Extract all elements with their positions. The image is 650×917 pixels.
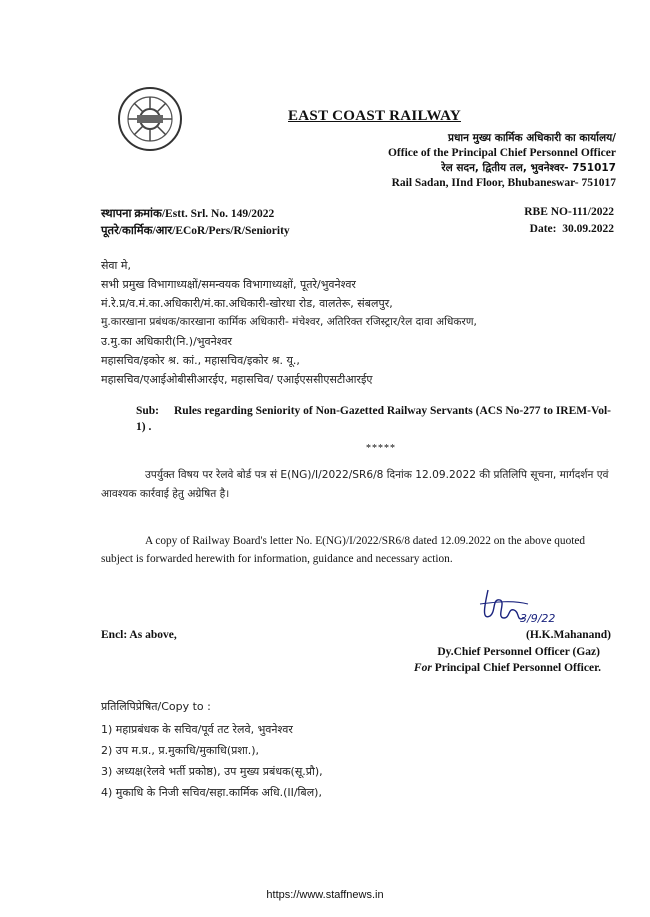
railway-logo [117,86,183,152]
copy-to-heading: प्रतिलिपिप्रेषित/Copy to : [101,700,211,713]
signature-date-text: 3/9/22 [520,612,556,625]
file-number: पूतरे/कार्मिक/आर/ECoR/Pers/R/Seniority [101,225,290,237]
org-title: EAST COAST RAILWAY [288,108,461,124]
address-hindi: रेल सदन, द्वितीय तल, भुवनेश्वर- 751017 [441,162,616,174]
signatory-name: (H.K.Mahanand) [526,629,611,641]
address-english: Rail Sadan, IInd Floor, Bhubaneswar- 751017 [391,177,616,189]
addressee-line: महासचिव/इकोर श्र. कां., महासचिव/इकोर श्र. यू., [101,354,300,367]
signatory-for-line [414,662,601,674]
estt-number: स्थापना क्रमांक/Estt. Srl. No. 149/2022 [101,208,275,220]
subject-label: Sub: [136,405,160,417]
copy-to-item: 4) मुकाधि के निजी सचिव/सहा.कार्मिक अधि.(II/बिल), [101,786,322,799]
addressee-line: महासचिव/एआईओबीसीआरईए, महासचिव/ एआईएससीएसटीआरईए [101,373,373,386]
footer-url[interactable]: https://www.staffnews.in [266,889,384,901]
for-prefix: For [413,662,432,674]
subject-block [136,403,616,435]
signatory-designation: Dy.Chief Personnel Officer (Gaz) [437,646,600,658]
addressee-line: सेवा मे, [101,259,131,272]
letter-date: Date: 30.09.2022 [529,223,614,235]
enclosure: Encl: As above, [101,629,177,641]
separator: ***** [366,443,396,454]
rbe-number: RBE NO-111/2022 [524,206,614,218]
subject-text: Rules regarding Seniority of Non-Gazetted Railway Servants (ACS No-277 to IREM-Vol-1) . [136,405,611,433]
copy-to-item: 1) महाप्रबंधक के सचिव/पूर्व तट रेलवे, भुवनेश्वर [101,723,293,736]
office-hindi: प्रधान मुख्य कार्मिक अधिकारी का कार्यालय/ [447,132,616,144]
addressee-line: मु.कारखाना प्रबंधक/कारखाना कार्मिक अधिकारी- मंचेश्वर, अतिरिक्त रजिस्ट्रार/रेल दावा अधिकरण, [101,316,477,328]
addressee-line: उ.मु.का अधिकारी(नि.)/भुवनेश्वर [101,335,233,348]
addressee-line: सभी प्रमुख विभागाध्यक्षों/समन्वयक विभागाध्यक्षों, पूतरे/भुवनेश्वर [101,278,356,291]
body-english: A copy of Railway Board's letter No. E(NG)/I/2022/SR6/8 dated 12.09.2022 on the above quoted subject is forwarded herewith for information, guidance and necessary action. [101,535,586,565]
copy-to-item: 2) उप म.प्र., प्र.मुकाधि/मुकाधि(प्रशा.), [101,744,259,757]
office-address-block [388,131,616,191]
addressee-line: मं.रे.प्र/व.मं.का.अधिकारी/मं.का.अधिकारी-खोरधा रोड, वालतेरू, संबलपुर, [101,297,393,310]
office-english: Office of the Principal Chief Personnel Officer [387,147,616,159]
body-hindi: उपर्युक्त विषय पर रेलवे बोर्ड पत्र सं E(NG)/I/2022/SR6/8 दिनांक 12.09.2022 की प्रतिलिपि सूचना, मार्गदर्शन एवं आवश्यक कार्रवाई हेतु अग्रेषित है। [101,469,609,500]
for-text: Principal Chief Personnel Officer. [434,662,601,674]
copy-to-item: 3) अध्यक्ष(रेलवे भर्ती प्रकोष्ठ), उप मुख्य प्रबंधक(सू.प्रौ), [101,765,323,778]
